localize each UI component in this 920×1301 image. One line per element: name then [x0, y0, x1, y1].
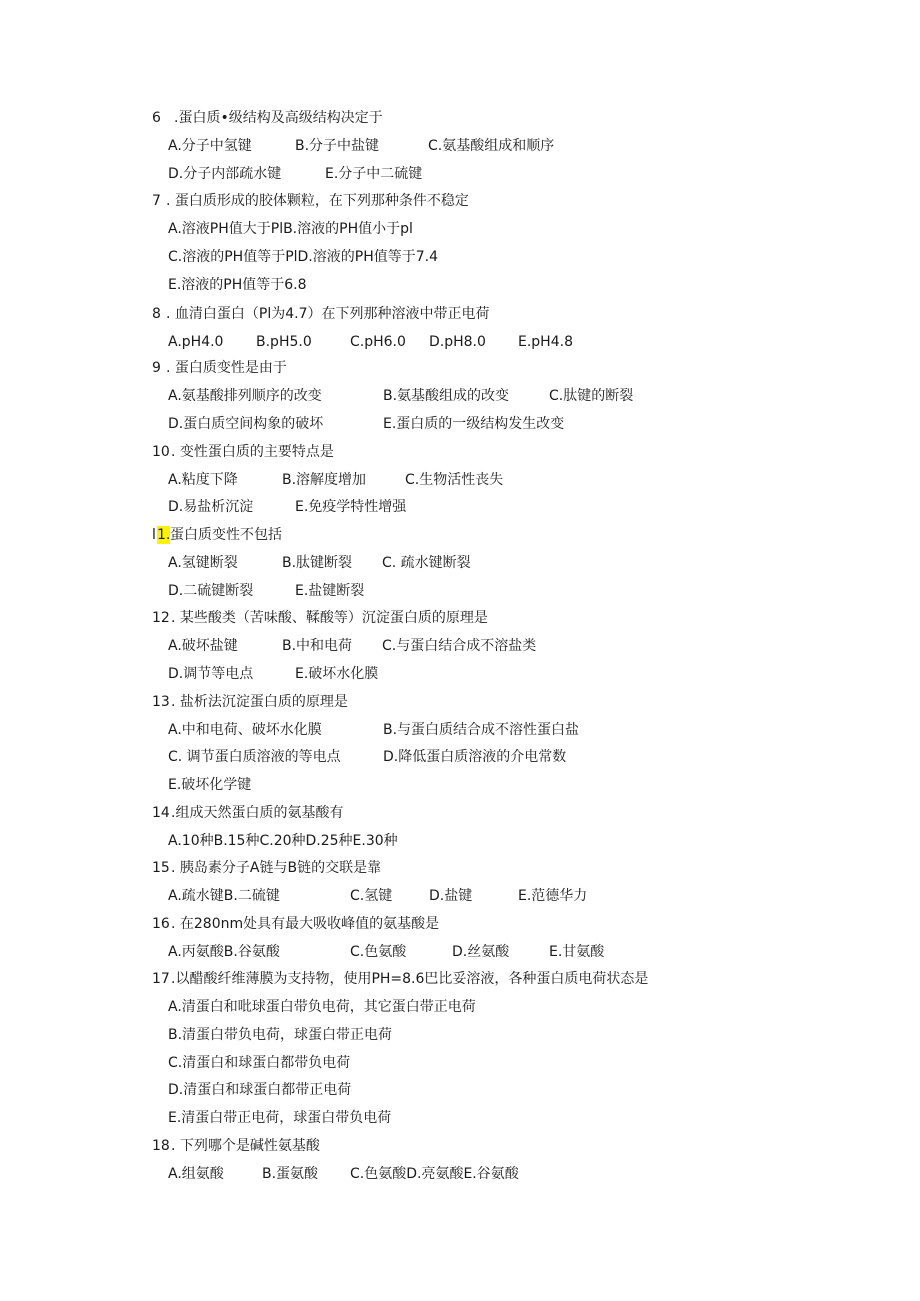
- option-e: E.破坏水化膜: [295, 666, 379, 682]
- option-d: D.盐键: [429, 888, 473, 904]
- question-number: 12: [152, 610, 170, 626]
- option-e: E.清蛋白带正电荷，球蛋白带负电荷: [168, 1110, 392, 1126]
- question-number: 7: [152, 193, 161, 209]
- option-a: A.氢键断裂: [168, 555, 238, 571]
- option-b: B.中和电荷: [282, 638, 353, 654]
- option-ab: A.丙氨酸B.谷氨酸: [168, 944, 280, 960]
- option-d: D.丝氨酸: [452, 944, 510, 960]
- option-ab: A.疏水键B.二硫键: [168, 888, 280, 904]
- question-text: . 蛋白质形成的胶体颗粒，在下列那种条件不稳定: [166, 193, 469, 209]
- option-b: B.肽键断裂: [282, 555, 353, 571]
- question-text: . 某些酸类（苦味酸、鞣酸等）沉淀蛋白质的原理是: [171, 610, 488, 626]
- option-c: C.肽键的断裂: [549, 388, 634, 404]
- question-number: 8: [152, 306, 161, 322]
- option-a: A.清蛋白和吡球蛋白带负电荷，其它蛋白带正电荷: [168, 999, 476, 1015]
- option-d: D.pH8.0: [429, 334, 486, 350]
- option-b: B.氨基酸组成的改变: [383, 388, 510, 404]
- option-b: B.蛋氨酸: [262, 1166, 319, 1182]
- option-cd: C.溶液的PH值等于PlD.溶液的PH值等于7.4: [168, 249, 438, 265]
- option-e: E.蛋白质的一级结构发生改变: [383, 416, 565, 432]
- question-number: 16: [152, 916, 170, 932]
- option-b: B.pH5.0: [256, 334, 312, 350]
- question-text: .以醋酸纤维薄膜为支持物，使用PH=8.6巴比妥溶液，各种蛋白质电荷状态是: [171, 971, 649, 987]
- option-c: C. 调节蛋白质溶液的等电点: [168, 749, 341, 765]
- option-c: C.氢键: [350, 888, 393, 904]
- option-e: E.pH4.8: [518, 334, 573, 350]
- option-a: A.粘度下降: [168, 472, 238, 488]
- option-c: C.与蛋白结合成不溶盐类: [382, 638, 537, 654]
- question-text: . 血清白蛋白（Pl为4.7）在下列那种溶液中带正电荷: [166, 306, 490, 322]
- question-number-prefix: l: [152, 527, 156, 543]
- option-c: C.清蛋白和球蛋白都带负电荷: [168, 1055, 351, 1071]
- option-d: D.降低蛋白质溶液的介电常数: [383, 749, 567, 765]
- question-text: . 下列哪个是碱性氨基酸: [171, 1138, 320, 1154]
- option-e: E.甘氨酸: [549, 944, 605, 960]
- question-number: 10: [152, 444, 170, 460]
- option-c: C.色氨酸: [350, 944, 407, 960]
- option-b: B.清蛋白带负电荷，球蛋白带正电荷: [168, 1027, 393, 1043]
- option-e: E.范德华力: [518, 888, 588, 904]
- question-text: . 盐析法沉淀蛋白质的原理是: [171, 694, 348, 710]
- option-a: A.氨基酸排列顺序的改变: [168, 388, 322, 404]
- option-b: B.溶解度增加: [282, 472, 367, 488]
- option-a: A.pH4.0: [168, 334, 224, 350]
- question-text: . 蛋白质变性是由于: [166, 360, 287, 376]
- question-number: 9: [152, 360, 161, 376]
- option-e: E.免疫学特性增强: [295, 499, 407, 515]
- question-number: 18: [152, 1138, 170, 1154]
- option-e: E.盐键断裂: [295, 583, 365, 599]
- question-number: 17: [152, 971, 170, 987]
- option-b: B.与蛋白质结合成不溶性蛋白盐: [383, 722, 580, 738]
- question-number: 6: [152, 110, 161, 126]
- option-d: D.清蛋白和球蛋白都带正电荷: [168, 1082, 352, 1098]
- option-c: C.pH6.0: [350, 334, 406, 350]
- question-text: 蛋白质变性不包括: [170, 527, 282, 543]
- option-a: A.中和电荷、破坏水化膜: [168, 722, 322, 738]
- question-number: 15: [152, 860, 170, 876]
- option-c: C.氨基酸组成和顺序: [428, 138, 555, 154]
- question-number: 14: [152, 805, 170, 821]
- question-number-highlight: 1.: [157, 527, 171, 543]
- option-e: E.破坏化学键: [168, 777, 252, 793]
- option-d: D.蛋白质空间构象的破坏: [168, 416, 324, 432]
- option-c: C. 疏水键断裂: [382, 555, 471, 571]
- question-text: . 变性蛋白质的主要特点是: [171, 444, 334, 460]
- option-a: A.分子中氢键: [168, 138, 252, 154]
- option-d: D.二硫键断裂: [168, 583, 254, 599]
- question-text: .组成天然蛋白质的氨基酸有: [171, 805, 344, 821]
- option-abcde: A.10种B.15种C.20种D.25种E.30种: [168, 833, 398, 849]
- question-text: .蛋白质•级结构及高级结构决定于: [174, 110, 383, 126]
- question-text: . 在280nm处具有最大吸收峰值的氨基酸是: [171, 916, 440, 932]
- option-cde: C.色氨酸D.亮氨酸E.谷氨酸: [350, 1166, 519, 1182]
- option-b: B.分子中盐键: [295, 138, 380, 154]
- option-a: A.破坏盐键: [168, 638, 238, 654]
- option-a: A.组氨酸: [168, 1166, 224, 1182]
- option-c: C.生物活性丧失: [405, 472, 504, 488]
- option-e: E.分子中二硫键: [325, 166, 423, 182]
- question-text: . 胰岛素分子A链与B链的交联是靠: [171, 860, 382, 876]
- option-d: D.易盐析沉淀: [168, 499, 254, 515]
- question-number: 13: [152, 694, 170, 710]
- option-d: D.调节等电点: [168, 666, 254, 682]
- option-d: D.分子内部疏水键: [168, 166, 282, 182]
- option-ab: A.溶液PH值大于PlB.溶液的PH值小于pl: [168, 221, 413, 237]
- option-e: E.溶液的PH值等于6.8: [168, 277, 307, 293]
